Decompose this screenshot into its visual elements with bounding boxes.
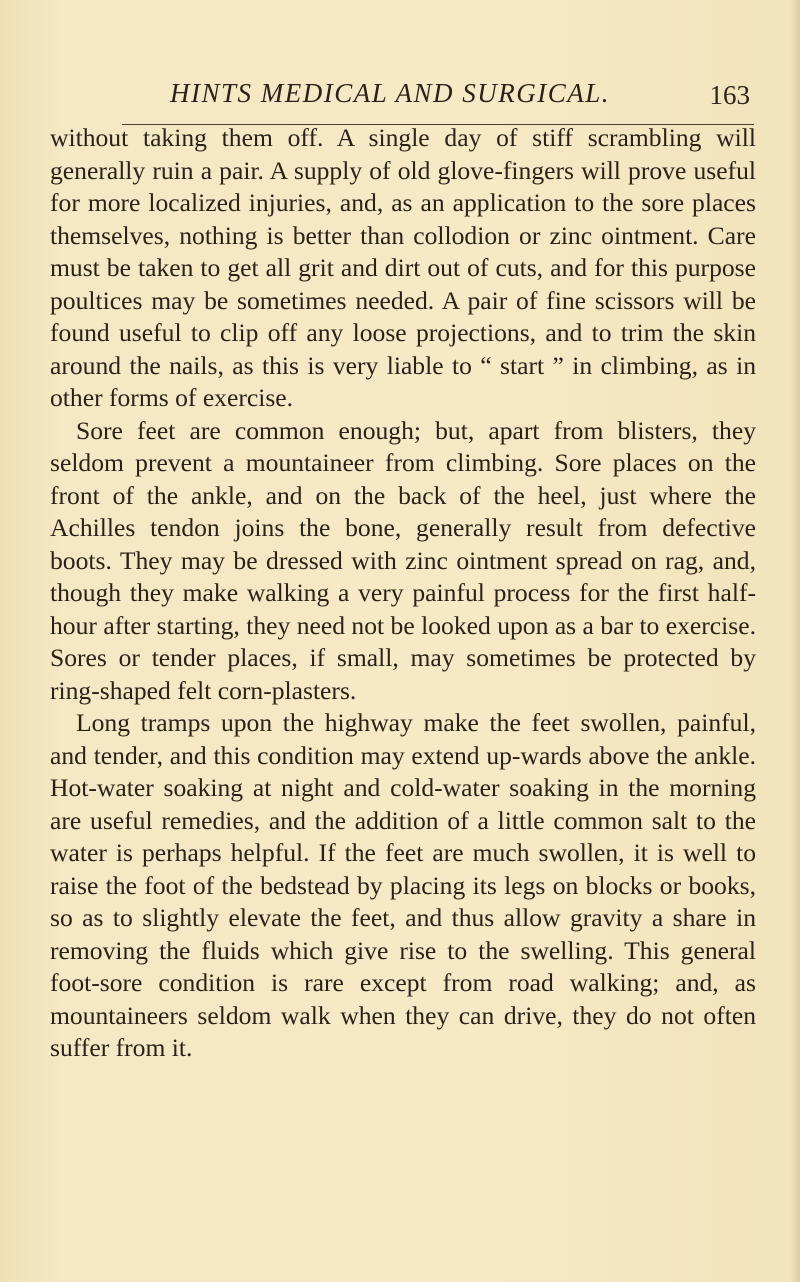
page-header: [118, 78, 750, 122]
paragraph-sore-feet: Sore feet are common enough; but, apart from blisters, they seldom prevent a mountaineer from climbing. Sore places on the front of the ankle, and on the back of the heel, just where the Achilles tendon joins the bone, generally result from defective boots. They may be dressed with zinc ointment spread on rag, and, though they make walking a very painful process for the first half-hour after starting, they need not be looked upon as a bar to exercise. Sores or tender places, if small, may sometimes be protected by ring-shaped felt corn-plasters.: [50, 415, 756, 705]
page-number: 163: [709, 80, 750, 110]
paragraph-long-tramps: Long tramps upon the highway make the feet swollen, painful, and tender, and this condition may extend up-wards above the ankle. Hot-water soaking at night and cold-water soaking in the morning are useful remedies, and the addition of a little common salt to the water is perhaps helpful. If the feet are much swollen, it is well to raise the foot of the bedstead by placing its legs on blocks or books, so as to slightly elevate the feet, and thus allow gravity a share in removing the fluids which give rise to the swelling. This general foot-sore condition is rare except from road walking; and, as mountaineers seldom walk when they can drive, they do not often suffer from it.: [50, 708, 756, 1062]
page-edge-shadow: [790, 0, 800, 1282]
paragraph-continuation: without taking them off. A single day of stiff scrambling will generally ruin a pair. A supply of old glove-fingers will prove useful for more localized injuries, and, as an application to the sore places themselves, nothing is better than collodion or zinc ointment. Care must be taken to get all grit and dirt out of cuts, and for this purpose poultices may be sometimes needed. A pair of fine scissors will be found useful to clip off any loose projections, and to trim the skin around the nails, as this is very liable to “ start ” in climbing, as in other forms of exercise.: [50, 123, 756, 412]
running-title: HINTS MEDICAL AND SURGICAL.: [170, 78, 611, 108]
body-text: [50, 122, 756, 1065]
